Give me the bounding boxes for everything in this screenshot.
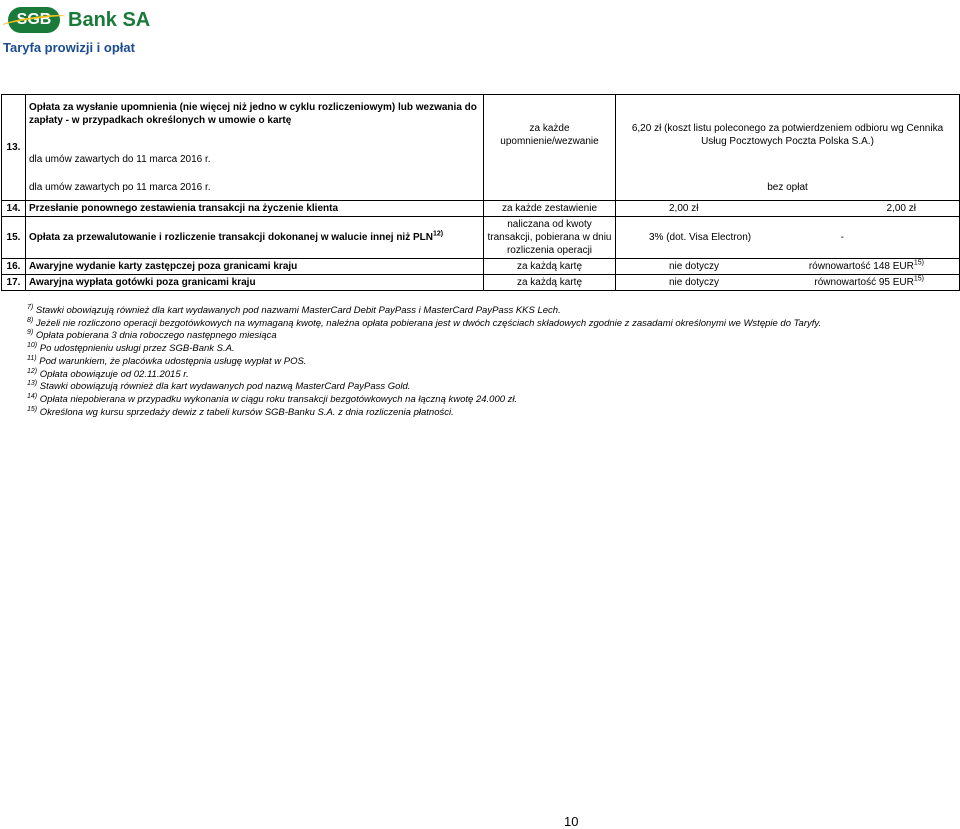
- footnote-mark: 11): [27, 354, 37, 362]
- row-value-b-cell: [814, 276, 924, 289]
- row-value-b: -: [840, 232, 844, 243]
- footnote-text: Stawki obowiązują również dla kart wydawanych pod nazwą MasterCard PayPass Gold.: [39, 381, 411, 393]
- fee-table: [1, 94, 960, 291]
- row-basis-empty: [484, 175, 616, 201]
- footnote-text: Pod warunkiem, że placówka udostępnia usługę wypłat w POS.: [39, 355, 307, 367]
- footnote-text: Opłata pobierana 3 dnia roboczego następnego miesiąca: [35, 330, 277, 342]
- table-row: [2, 95, 960, 145]
- row-desc: Przesłanie ponownego zestawienia transakcji na życzenie klienta: [26, 201, 484, 217]
- row-basis: za każde upomnienie/wezwanie: [484, 95, 616, 175]
- row-number: 13.: [2, 95, 26, 201]
- row-number: 14.: [2, 201, 26, 217]
- footnote: [27, 356, 821, 369]
- row-value-a: nie dotyczy: [669, 261, 720, 272]
- footnotes: [27, 305, 821, 419]
- row-values: [616, 275, 960, 291]
- row-value-b: równowartość 148 EUR: [808, 261, 914, 272]
- row-value: bez opłat: [616, 175, 960, 201]
- row-value-a: nie dotyczy: [669, 277, 720, 288]
- row-basis: za każdą kartę: [484, 275, 616, 291]
- logo-text: Bank SA: [68, 8, 151, 31]
- footnote-text: Opłata niepobierana w przypadku wykonania w ciągu roku transakcji bezgotówkowych na łączną kwotę 24.000 zł.: [39, 393, 518, 405]
- row-values: [616, 259, 960, 275]
- row-basis: naliczana od kwoty transakcji, pobierana w dniu rozliczenia operacji: [484, 217, 616, 259]
- row-value-b-cell: [809, 260, 924, 273]
- footnote: [27, 305, 821, 318]
- table-row: [2, 217, 960, 259]
- row-sublabel: dla umów zawartych po 11 marca 2016 r.: [26, 175, 484, 201]
- footnote: [27, 369, 821, 382]
- table-row: [2, 259, 960, 275]
- footnote-text: Stawki obowiązują również dla kart wydawanych pod nazwami MasterCard Debit PayPass i MasterCard PayPass KKS Lech.: [35, 305, 561, 316]
- row-desc-cell: [26, 217, 484, 259]
- row-value-a: 2,00 zł: [669, 203, 699, 214]
- row-values: [616, 201, 960, 217]
- row-sublabel: dla umów zawartych do 11 marca 2016 r.: [26, 145, 484, 175]
- row-basis: za każdą kartę: [484, 259, 616, 275]
- footnote-mark: 13): [27, 380, 38, 388]
- footnote-text: Określona wg kursu sprzedaży dewiz z tabeli kursów SGB-Banku S.A. z dnia rozliczenia płatności.: [39, 406, 454, 418]
- footnote: [27, 330, 821, 343]
- row-value: 6,20 zł (koszt listu poleconego za potwierdzeniem odbioru wg Cennika Usług Pocztowych Poczta Polska S.A.): [616, 95, 960, 175]
- table-row: [2, 275, 960, 291]
- row-desc-sup: 12): [433, 230, 444, 238]
- logo-mark: SGB: [8, 7, 60, 33]
- footnote-mark: 15): [27, 405, 38, 413]
- row-number: 17.: [2, 275, 26, 291]
- footnote-mark: 9): [27, 329, 34, 337]
- footnote: [27, 318, 821, 331]
- footnote-mark: 12): [27, 367, 38, 375]
- row-number: 16.: [2, 259, 26, 275]
- footnote-mark: 8): [27, 316, 34, 324]
- row-basis: za każde zestawienie: [484, 201, 616, 217]
- page-number: 10: [564, 814, 579, 829]
- row-value-b: 2,00 zł: [886, 203, 916, 214]
- footnote: [27, 343, 821, 356]
- bank-logo: [8, 6, 150, 34]
- footnote-text: Opłata obowiązuje od 02.11.2015 r.: [39, 368, 189, 380]
- footnote: [27, 394, 821, 407]
- footnote: [27, 381, 821, 394]
- row-desc: Opłata za przewalutowanie i rozliczenie transakcji dokonanej w walucie innej niż PLN: [29, 232, 433, 243]
- row-value-sup: 15): [913, 259, 924, 267]
- table-row: [2, 175, 960, 201]
- footnote-mark: 10): [27, 341, 38, 349]
- row-desc: Awaryjna wypłata gotówki poza granicami kraju: [26, 275, 484, 291]
- row-value-a: 3% (dot. Visa Electron): [649, 232, 752, 243]
- footnote-mark: 14): [27, 392, 38, 400]
- row-heading: Opłata za wysłanie upomnienia (nie więcej niż jedno w cyklu rozliczeniowym) lub wezwania do zapłaty - w przypadkach określonych w umowie o kartę: [26, 95, 484, 145]
- table-row: [2, 201, 960, 217]
- row-values: [616, 217, 960, 259]
- footnote-text: Po udostępnieniu usługi przez SGB-Bank S.A.: [39, 343, 235, 355]
- row-value-b: równowartość 95 EUR: [814, 277, 914, 288]
- row-value-sup: 15): [913, 275, 924, 283]
- row-desc: Awaryjne wydanie karty zastępczej poza granicami kraju: [26, 259, 484, 275]
- footnote: [27, 407, 821, 420]
- document-title: Taryfa prowizji i opłat: [3, 40, 135, 55]
- footnote-mark: 7): [27, 303, 34, 311]
- row-number: 15.: [2, 217, 26, 259]
- footnote-text: Jeżeli nie rozliczono operacji bezgotówkowych na wymaganą kwotę, należna opłata pobierana jest w dwóch częściach składowych zgodnie z zasadami określonymi we Wstępie do Taryfy.: [35, 317, 822, 329]
